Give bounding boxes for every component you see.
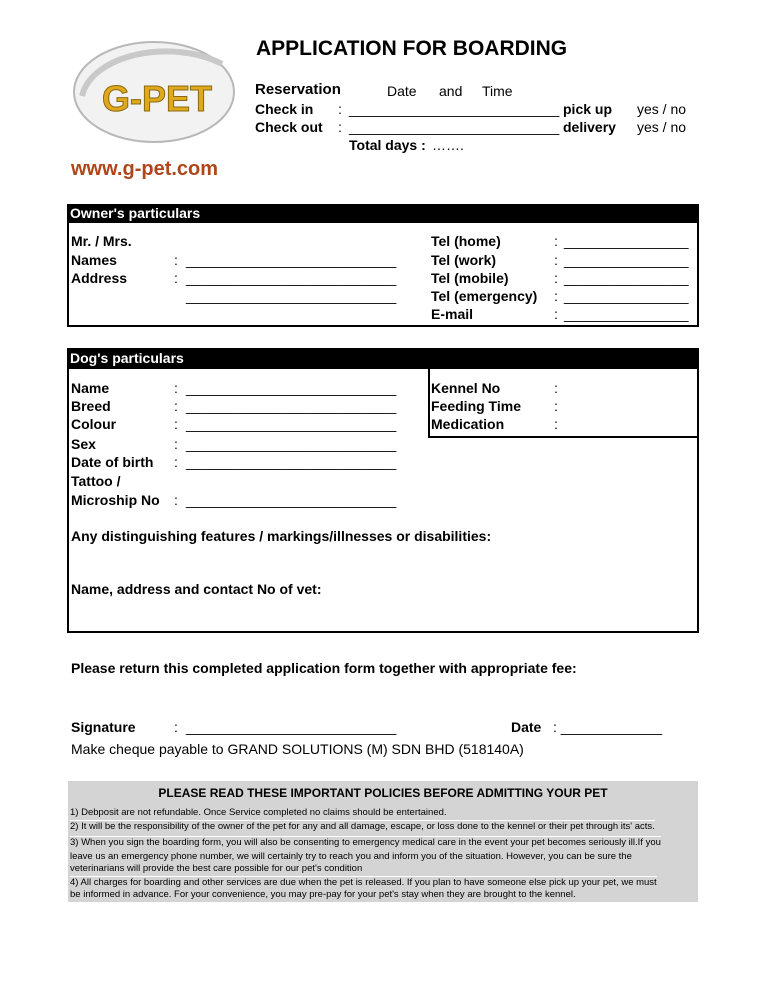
sex-field[interactable]: ___________________________ <box>186 436 397 452</box>
feeding-time-label: Feeding Time <box>431 398 521 414</box>
address-label: Address <box>71 270 128 286</box>
delivery-yes-no[interactable]: yes / no <box>637 119 687 135</box>
colour-label: Colour <box>71 416 117 432</box>
policy-line: leave us an emergency phone number, we will certainly try to reach you and inform you of the situation. However, you can be sure the <box>70 851 632 862</box>
breed-label: Breed <box>71 398 111 414</box>
page-title: APPLICATION FOR BOARDING <box>256 37 568 60</box>
vet-label: Name, address and contact No of vet: <box>71 581 322 597</box>
return-instructions: Please return this completed application form together with appropriate fee: <box>71 660 577 676</box>
microship-field[interactable]: ___________________________ <box>186 492 397 508</box>
dob-colon: : <box>174 454 178 470</box>
checkout-label: Check out <box>255 119 323 135</box>
reservation-label: Reservation <box>255 81 341 98</box>
microship-label: Microship No <box>71 492 160 508</box>
total-days-label: Total days : <box>349 137 426 153</box>
names-colon: : <box>174 252 178 268</box>
pickup-label: pick up <box>563 101 613 117</box>
tel-mobile-label: Tel (mobile) <box>431 270 509 286</box>
policy-line: 4) All charges for boarding and other services are due when the pet is released. If you plan to have someone else pick up your pet, we must <box>70 877 657 888</box>
tel-emergency-field[interactable]: ________________ <box>564 288 689 304</box>
policy-line: veterinarians will provide the best care possible for our pet's condition <box>70 863 363 874</box>
dog-name-field[interactable]: ___________________________ <box>186 380 397 396</box>
dog-name-label: Name <box>71 380 110 396</box>
time-label: Time <box>482 83 513 99</box>
website-link[interactable]: www.g-pet.com <box>71 158 219 180</box>
kennel-no-label: Kennel No <box>431 380 501 396</box>
tel-emergency-colon: : <box>554 288 558 304</box>
checkin-label: Check in <box>255 101 314 117</box>
email-field[interactable]: ________________ <box>564 306 689 322</box>
dob-label: Date of birth <box>71 454 154 470</box>
tel-mobile-field[interactable]: ________________ <box>564 270 689 286</box>
dog-name-colon: : <box>174 380 178 396</box>
address-field[interactable]: ___________________________ <box>186 270 397 286</box>
medication-colon: : <box>554 416 558 432</box>
breed-field[interactable]: ___________________________ <box>186 398 397 414</box>
tel-work-colon: : <box>554 252 558 268</box>
policies-heading: PLEASE READ THESE IMPORTANT POLICIES BEFORE ADMITTING YOUR PET <box>158 786 608 800</box>
signature-label: Signature <box>71 719 136 735</box>
tel-work-label: Tel (work) <box>431 252 497 268</box>
colour-colon: : <box>174 416 178 432</box>
tel-home-colon: : <box>554 233 558 249</box>
signature-colon: : <box>174 719 178 735</box>
policy-line: 2) It will be the responsibility of the owner of the pet for any and all damage, escape, or loss done to the kennel or their pet through its' acts. <box>70 821 655 832</box>
checkin-field[interactable]: ___________________________ <box>349 101 560 117</box>
tel-home-label: Tel (home) <box>431 233 501 249</box>
names-label: Names <box>71 252 117 268</box>
and-label: and <box>439 83 463 99</box>
total-days-field[interactable]: ……. <box>432 137 464 153</box>
sex-colon: : <box>174 436 178 452</box>
colour-field[interactable]: ___________________________ <box>186 416 397 432</box>
policy-line: 3) When you sign the boarding form, you will also be consenting to emergency medical care in the event your pet becomes seriously ill.If you <box>70 837 661 848</box>
tel-emergency-label: Tel (emergency) <box>431 288 538 304</box>
email-label: E-mail <box>431 306 474 322</box>
kennel-no-colon: : <box>554 380 558 396</box>
owner-section-title: Owner's particulars <box>67 204 699 223</box>
footer-date-field[interactable]: : _____________ <box>553 719 662 735</box>
email-colon: : <box>554 306 558 322</box>
delivery-label: delivery <box>563 119 616 135</box>
date-label: Date <box>387 83 417 99</box>
address-field-2[interactable]: ___________________________ <box>186 288 397 304</box>
dob-field[interactable]: ___________________________ <box>186 454 397 470</box>
g-pet-logo <box>72 36 240 146</box>
policy-line: 1) Debposit are not refundable. Once Service completed no claims should be entertained. <box>70 807 447 818</box>
svg-text:G-PET: G-PET <box>102 78 213 119</box>
mr-mrs-label: Mr. / Mrs. <box>71 233 132 249</box>
feeding-time-colon: : <box>554 398 558 414</box>
address-colon: : <box>174 270 178 286</box>
cheque-note: Make cheque payable to GRAND SOLUTIONS (M) SDN BHD (518140A) <box>71 741 524 757</box>
medication-label: Medication <box>431 416 505 432</box>
dog-section-title: Dog's particulars <box>67 348 699 369</box>
microship-colon: : <box>174 492 178 508</box>
checkin-colon: : <box>338 101 342 117</box>
policy-line: be informed in advance. For your convenience, you may pre-pay for your pet's stay when they are brought to the kennel. <box>70 889 576 900</box>
tattoo-label: Tattoo / <box>71 473 121 489</box>
footer-date-label: Date <box>511 719 542 735</box>
checkout-colon: : <box>338 119 342 135</box>
features-label: Any distinguishing features / markings/illnesses or disabilities: <box>71 528 492 544</box>
tel-mobile-colon: : <box>554 270 558 286</box>
tel-home-field[interactable]: ________________ <box>564 233 689 249</box>
pickup-yes-no[interactable]: yes / no <box>637 101 687 117</box>
sex-label: Sex <box>71 436 96 452</box>
breed-colon: : <box>174 398 178 414</box>
policies-panel <box>68 781 698 902</box>
tel-work-field[interactable]: ________________ <box>564 252 689 268</box>
signature-field[interactable]: ___________________________ <box>186 719 397 735</box>
names-field[interactable]: ___________________________ <box>186 252 397 268</box>
checkout-field[interactable]: ___________________________ <box>349 119 560 135</box>
